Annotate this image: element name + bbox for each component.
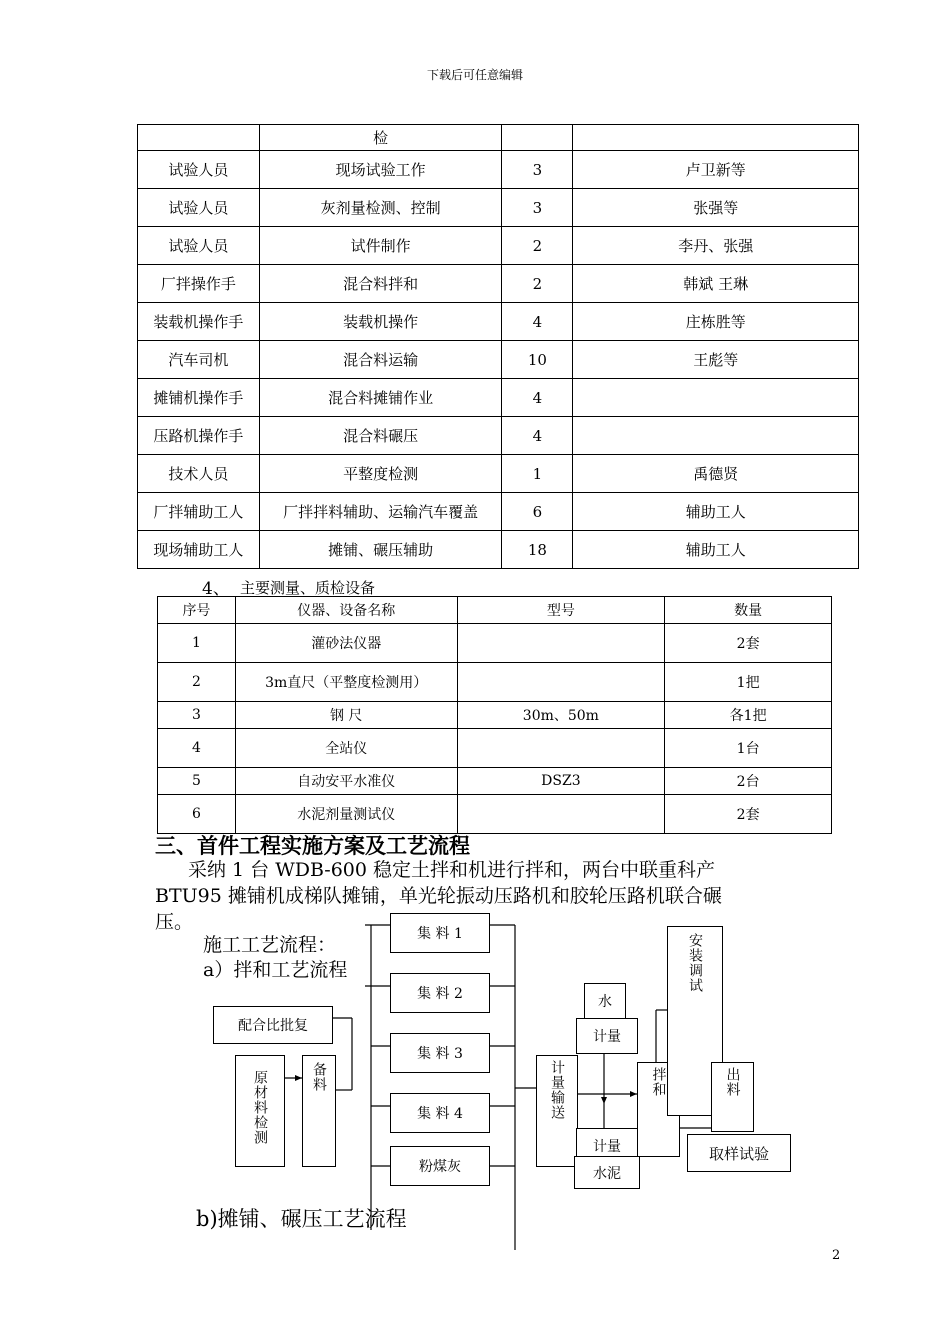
equip-section-number: 4、 <box>202 579 230 599</box>
equipment-header-cell: 序号 <box>158 597 236 624</box>
equip-section-title: 主要测量、质检设备 <box>240 579 376 597</box>
aggregate-4-box: 集 料 4 <box>390 1093 490 1133</box>
fly-ash-box: 粉煤灰 <box>390 1146 490 1186</box>
equipment-cell: DSZ3 <box>457 768 665 795</box>
staff-cell: 试件制作 <box>259 227 502 265</box>
staff-cell: 4 <box>502 303 573 341</box>
staff-cell: 检 <box>259 125 502 151</box>
staff-cell: 汽车司机 <box>138 341 260 379</box>
water-box: 水 <box>584 983 626 1019</box>
discharge-box: 出料 <box>711 1062 754 1132</box>
para-line-2: BTU95 摊铺机成梯队摊铺，单光轮振动压路机和胶轮压路机联合碾 <box>155 885 722 907</box>
sub-title-a: a）拌和工艺流程 <box>203 959 348 981</box>
staff-cell: 庄栋胜等 <box>573 303 859 341</box>
equipment-cell: 自动安平水准仪 <box>235 768 457 795</box>
staff-cell: 现场辅助工人 <box>138 531 260 569</box>
flow-title: 施工工艺流程： <box>203 934 337 956</box>
staff-cell: 18 <box>502 531 573 569</box>
staff-cell: 卢卫新等 <box>573 151 859 189</box>
staff-cell: 韩斌 王琳 <box>573 265 859 303</box>
para-line-1: 采纳 1 台 WDB-600 稳定土拌和机进行拌和，两台中联重科产 <box>188 859 716 881</box>
equipment-header-cell: 数量 <box>665 597 832 624</box>
equipment-cell: 1 <box>158 624 236 663</box>
para-line-3: 压。 <box>155 911 194 933</box>
mix-ratio-approval-box: 配合比批复 <box>213 1006 333 1044</box>
staff-cell: 4 <box>502 417 573 455</box>
staff-cell: 辅助工人 <box>573 493 859 531</box>
staff-cell: 混合料运输 <box>259 341 502 379</box>
staff-cell: 灰剂量检测、控制 <box>259 189 502 227</box>
staff-cell: 王彪等 <box>573 341 859 379</box>
staff-cell: 装载机操作 <box>259 303 502 341</box>
staff-cell: 混合料拌和 <box>259 265 502 303</box>
staff-cell: 禹德贤 <box>573 455 859 493</box>
aggregate-3-box: 集 料 3 <box>390 1033 490 1073</box>
staff-cell: 摊铺、碾压辅助 <box>259 531 502 569</box>
metering-bottom-box: 计量 <box>576 1128 638 1164</box>
equipment-header-cell: 型号 <box>457 597 665 624</box>
equipment-cell: 4 <box>158 729 236 768</box>
staff-cell: 辅助工人 <box>573 531 859 569</box>
staff-cell: 厂拌辅助工人 <box>138 493 260 531</box>
equipment-cell: 1把 <box>665 663 832 702</box>
equipment-cell: 2套 <box>665 795 832 834</box>
staff-cell: 混合料摊铺作业 <box>259 379 502 417</box>
staff-cell: 3 <box>502 151 573 189</box>
equipment-cell: 全站仪 <box>235 729 457 768</box>
staff-cell: 摊铺机操作手 <box>138 379 260 417</box>
equipment-cell: 灌砂法仪器 <box>235 624 457 663</box>
section-heading: 三、首件工程实施方案及工艺流程 <box>155 833 470 858</box>
staff-cell: 装载机操作手 <box>138 303 260 341</box>
equipment-cell: 6 <box>158 795 236 834</box>
staff-cell: 3 <box>502 189 573 227</box>
staff-cell: 压路机操作手 <box>138 417 260 455</box>
install-debug-box: 安装调试 <box>667 926 723 1116</box>
equipment-cell: 2台 <box>665 768 832 795</box>
material-prep-box: 备料 <box>302 1055 336 1167</box>
equipment-cell: 3 <box>158 702 236 729</box>
sub-title-b: b)摊铺、碾压工艺流程 <box>196 1207 407 1231</box>
staff-cell: 1 <box>502 455 573 493</box>
equipment-cell: 1台 <box>665 729 832 768</box>
staff-cell: 试验人员 <box>138 227 260 265</box>
staff-cell: 4 <box>502 379 573 417</box>
metering-top-box: 计量 <box>576 1018 638 1054</box>
staff-cell: 2 <box>502 227 573 265</box>
staff-cell: 6 <box>502 493 573 531</box>
staff-cell: 李丹、张强 <box>573 227 859 265</box>
staff-cell: 厂拌拌料辅助、运输汽车覆盖 <box>259 493 502 531</box>
equipment-cell: 3m直尺（平整度检测用） <box>235 663 457 702</box>
equipment-cell: 钢 尺 <box>235 702 457 729</box>
aggregate-1-box: 集 料 1 <box>390 913 490 953</box>
staff-cell: 混合料碾压 <box>259 417 502 455</box>
page-number: 2 <box>832 1248 841 1263</box>
equipment-cell: 水泥剂量测试仪 <box>235 795 457 834</box>
staff-cell: 张强等 <box>573 189 859 227</box>
equipment-header-cell: 仪器、设备名称 <box>235 597 457 624</box>
equipment-cell: 2套 <box>665 624 832 663</box>
equipment-cell: 各1把 <box>665 702 832 729</box>
metering-transport-box: 计量输送 <box>536 1055 578 1167</box>
staff-cell: 10 <box>502 341 573 379</box>
equipment-cell: 2 <box>158 663 236 702</box>
equipment-cell: 5 <box>158 768 236 795</box>
aggregate-2-box: 集 料 2 <box>390 973 490 1013</box>
staff-cell: 技术人员 <box>138 455 260 493</box>
staff-cell: 2 <box>502 265 573 303</box>
page-header: 下载后可任意编辑 <box>426 68 523 82</box>
sample-test-box: 取样试验 <box>687 1134 791 1172</box>
cement-box: 水泥 <box>574 1156 640 1189</box>
equipment-cell: 30m、50m <box>457 702 665 729</box>
staff-cell: 厂拌操作手 <box>138 265 260 303</box>
staff-cell: 现场试验工作 <box>259 151 502 189</box>
staff-cell: 试验人员 <box>138 151 260 189</box>
staff-cell: 试验人员 <box>138 189 260 227</box>
raw-material-test-box: 原材料检测 <box>235 1055 285 1167</box>
staff-cell: 平整度检测 <box>259 455 502 493</box>
mixing-box: 拌和 <box>637 1062 680 1157</box>
